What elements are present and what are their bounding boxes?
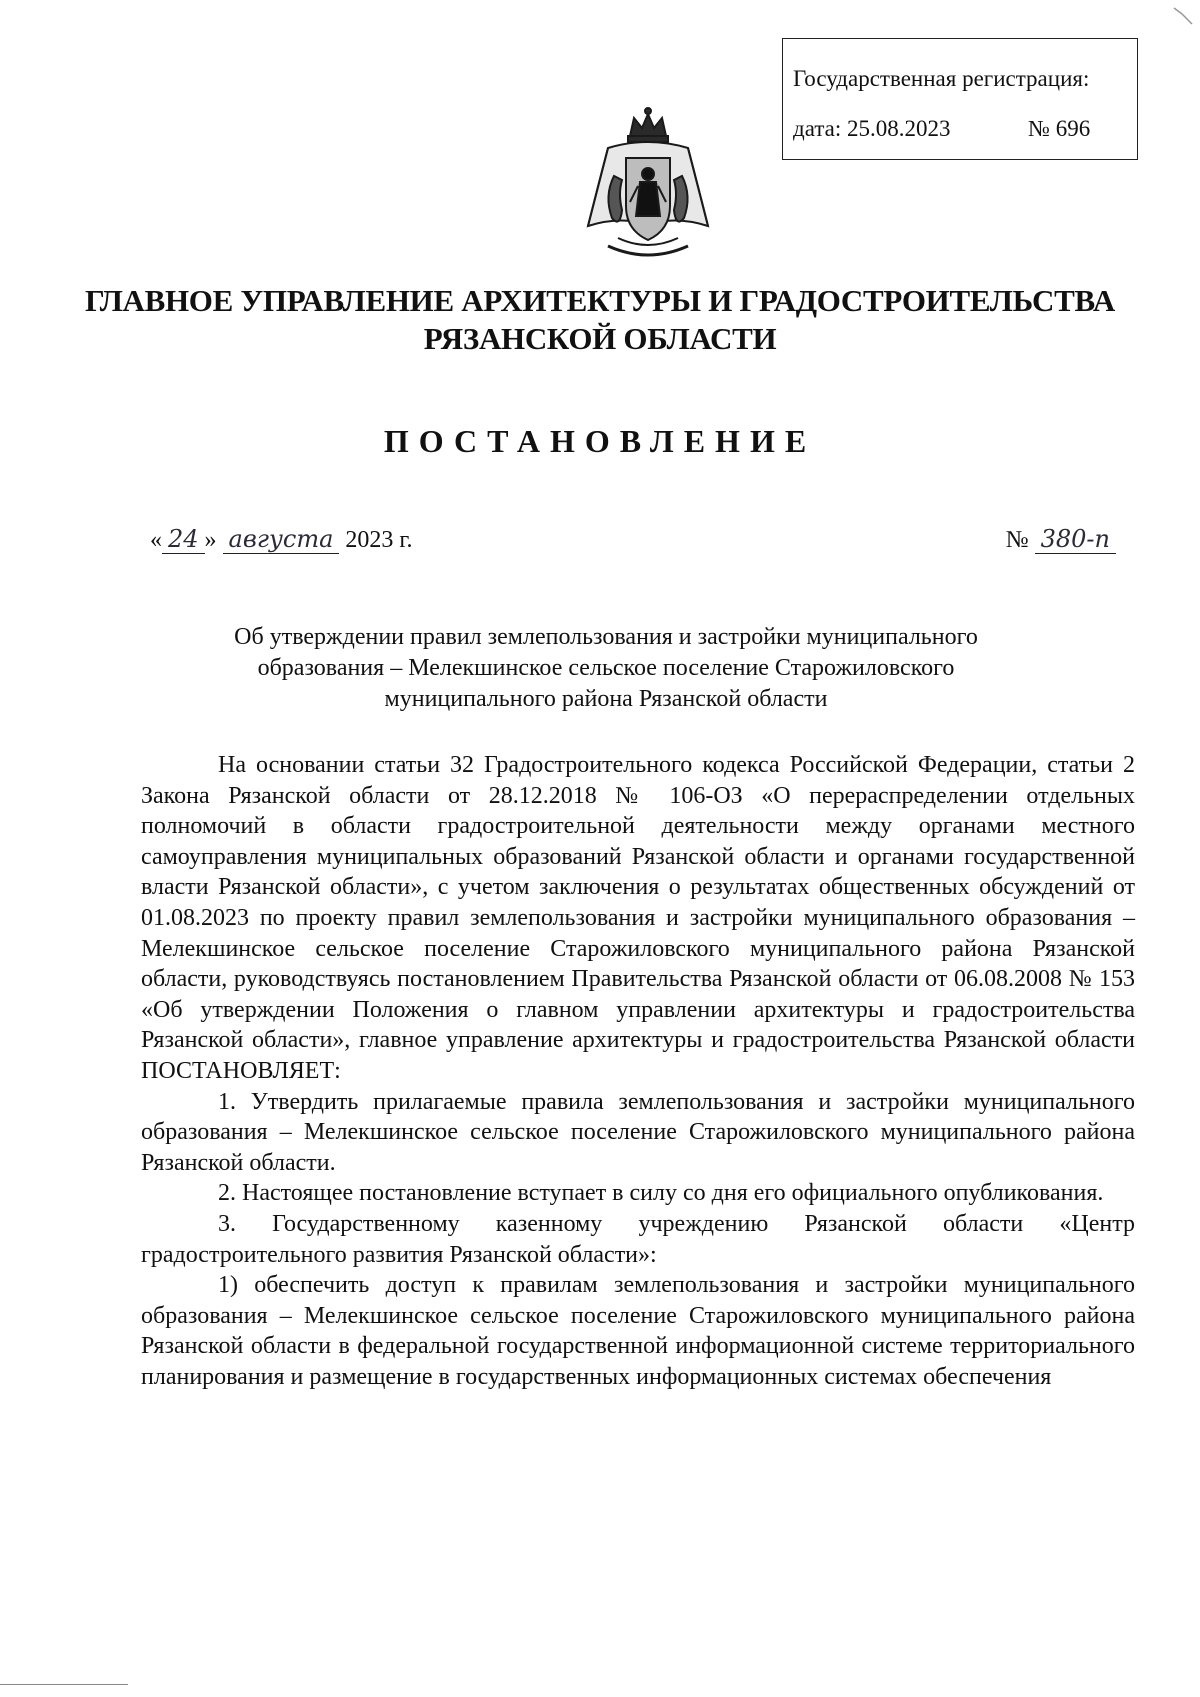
date-month-handwritten: августа xyxy=(223,525,340,554)
coat-of-arms-icon xyxy=(578,106,718,268)
date-day-handwritten: 24 xyxy=(162,525,205,554)
item-3-paragraph: 3. Государственному казенному учреждению Рязанской области «Центр градостроительного развития Рязанской области»: xyxy=(141,1210,1135,1268)
date-close-quote: » xyxy=(204,527,217,553)
registration-date: дата: 25.08.2023 xyxy=(793,116,951,141)
number-prefix: № xyxy=(1005,527,1029,553)
preamble-paragraph: На основании статьи 32 Градостроительного кодекса Российской Федерации, статьи 2 Закона Рязанской области от 28.12.2018 № 106-ОЗ «О перераспределении отдельных полномочий в области градостроительной деятельности между органами местного самоуправления муниципальных образований Рязанской области и органами государственной власти Рязанской области», с учетом заключения о результатах общественных обсуждений от 01.08.2023 по проекту правил землепользования и застройки муниципального образования – Мелекшинское сельское поселение Старожиловского муниципального района Рязанской области, руководствуясь постановлением Правительства Рязанской области от 06.08.2008 № 153 «Об утверждении Положения о главном управлении архитектуры и градостроительства Рязанской области», главное управление архитектуры и градостроительства Рязанской области ПОСТАНОВЛЯЕТ: xyxy=(141,752,1135,1084)
organization-line-1: ГЛАВНОЕ УПРАВЛЕНИЕ АРХИТЕКТУРЫ И ГРАДОСТРОИТЕЛЬСТВА xyxy=(84,283,1115,318)
item-1-paragraph: 1. Утвердить прилагаемые правила землепользования и застройки муниципального образования – Мелекшинское сельское поселение Старожиловского муниципального района Рязанской области. xyxy=(141,1088,1135,1176)
document-subject xyxy=(150,622,1062,715)
organization-line-2: РЯЗАНСКОЙ ОБЛАСТИ xyxy=(423,321,777,356)
item-3-1-paragraph: 1) обеспечить доступ к правилам землепользования и застройки муниципального образования – Мелекшинское сельское поселение Старожиловского муниципального района Рязанской области в федеральной государственной информационной системе территориального планирования и размещение в государственных информационных системах обеспечения xyxy=(141,1272,1135,1390)
subject-line-2: образования – Мелекшинское сельское поселение Старожиловского xyxy=(257,655,955,681)
footer-divider xyxy=(0,1684,128,1685)
date-year: 2023 г. xyxy=(345,527,413,553)
document-date xyxy=(150,525,413,554)
number-value-handwritten: 380-п xyxy=(1035,525,1116,554)
registration-stamp xyxy=(782,38,1138,160)
scan-mark-icon xyxy=(1172,6,1194,28)
subject-line-1: Об утверждении правил землепользования и застройки муниципального xyxy=(234,624,978,650)
document-number xyxy=(1006,525,1116,554)
subject-line-3: муниципального района Рязанской области xyxy=(384,686,828,712)
item-2-paragraph: 2. Настоящее постановление вступает в силу со дня его официального опубликования. xyxy=(218,1180,1104,1207)
registration-number: № 696 xyxy=(1028,116,1091,141)
organization-name xyxy=(0,282,1200,358)
document-body xyxy=(141,750,1135,1392)
date-open-quote: « xyxy=(150,527,162,553)
document-type: ПОСТАНОВЛЕНИЕ xyxy=(383,423,817,459)
registration-title: Государственная регистрация: xyxy=(793,66,1090,91)
